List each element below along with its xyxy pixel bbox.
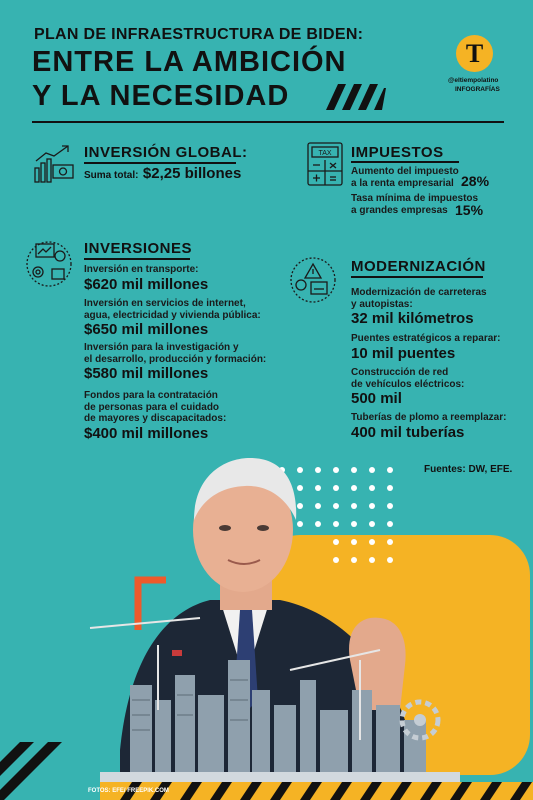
construction-icon <box>288 255 338 305</box>
investment-item-utilities <box>84 298 261 338</box>
investment-item-care <box>84 390 226 442</box>
investment-item-label: el desarrollo, producción y formación: <box>84 353 267 365</box>
investment-item-label: agua, electricidad y vivienda pública: <box>84 309 261 321</box>
headline-line-1: ENTRE LA AMBICIÓN <box>32 46 347 78</box>
investment-cycle-icon <box>24 238 74 290</box>
investment-item-label: Inversión en transporte: <box>84 264 199 275</box>
modernization-item-value: 500 mil <box>351 390 402 407</box>
modernization-item-pipes <box>351 412 506 441</box>
modernization-item-value: 10 mil puentes <box>351 344 456 362</box>
global-investment-total <box>84 165 241 183</box>
tax-item-2-value: 15% <box>455 202 484 218</box>
modernization-item-label: Puentes estratégicos a reparar: <box>351 333 501 344</box>
modernization-item-label: Modernización de carreteras <box>351 287 487 298</box>
investment-item-label: de personas para el cuidado <box>84 401 220 413</box>
investment-item-label: Fondos para la contratación <box>84 390 218 401</box>
headline-line-2: Y LA NECESIDAD <box>32 80 290 112</box>
modernization-item-bridges <box>351 333 501 362</box>
global-investment-value: $2,25 billones <box>142 165 242 182</box>
investment-item-research <box>84 342 266 382</box>
tax-item-1-text: Aumento del impuesto a la renta empresarial <box>351 166 459 189</box>
modernization-item-label: de vehículos eléctricos: <box>351 378 465 390</box>
modernization-item-label: y autopistas: <box>351 298 413 310</box>
investment-item-label: Inversión para la investigación y <box>84 342 239 353</box>
slash-stripes-decoration <box>316 84 386 110</box>
investment-item-value: $620 mil millones <box>84 275 209 293</box>
photo-credits: FOTOS: EFE/ FREEPIK.COM <box>88 788 169 794</box>
investment-item-transport <box>84 264 208 293</box>
investment-item-label: de mayores y discapacitados: <box>84 413 227 424</box>
modernization-rule <box>351 276 483 278</box>
brand-handle: @eltiempolatino <box>448 77 499 84</box>
modernization-item-label: Construcción de red <box>351 367 449 378</box>
tax-calculator-icon <box>306 141 344 187</box>
tax-item-2-text: Tasa mínima de impuestos a grandes empresas <box>351 193 479 216</box>
investments-rule <box>84 258 190 260</box>
sources-note: Fuentes: DW, EFE. <box>424 464 513 475</box>
header-divider <box>32 121 504 123</box>
global-investment-title: INVERSIÓN GLOBAL: <box>84 144 248 161</box>
tax-label: TAX <box>318 150 332 157</box>
global-investment-rule <box>84 162 236 164</box>
modernization-item-roads <box>351 287 487 327</box>
taxes-rule <box>351 161 459 163</box>
modernization-item-ev <box>351 367 464 407</box>
modernization-title: MODERNIZACIÓN <box>351 258 486 275</box>
modernization-item-value: 32 mil kilómetros <box>351 310 474 327</box>
modernization-item-label: Tuberías de plomo a reemplazar: <box>351 412 507 423</box>
global-investment-label: Suma total: <box>84 170 139 181</box>
brand-logo: T <box>456 35 493 72</box>
investment-item-value: $400 mil millones <box>84 424 209 442</box>
tax-item-1-value: 28% <box>461 173 490 189</box>
investment-item-label: Inversión en servicios de internet, <box>84 298 246 309</box>
taxes-title: IMPUESTOS <box>351 144 444 161</box>
corner-stripe-decoration <box>0 742 80 800</box>
brand-section-label: INFOGRAFÍAS <box>455 86 500 93</box>
biden-city-photo <box>60 450 533 800</box>
investment-item-value: $650 mil millones <box>84 321 209 338</box>
kicker: PLAN DE INFRAESTRUCTURA DE BIDEN: <box>34 26 364 43</box>
investment-item-value: $580 mil millones <box>84 365 209 382</box>
investments-title: INVERSIONES <box>84 240 193 257</box>
modernization-item-value: 400 mil tuberías <box>351 423 465 441</box>
money-growth-icon <box>32 143 78 185</box>
